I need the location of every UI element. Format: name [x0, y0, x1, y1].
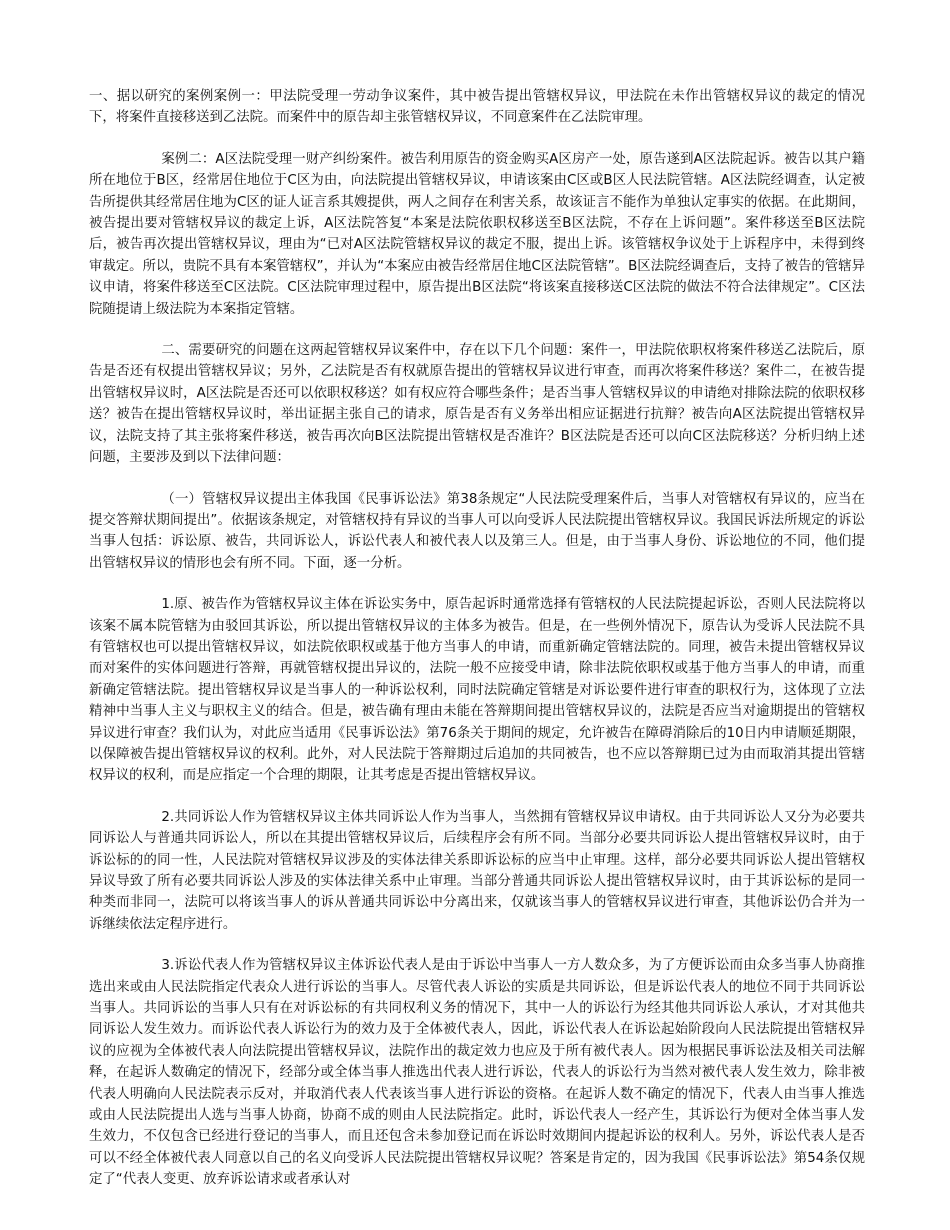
document-page	[89, 86, 865, 1211]
paragraph-plaintiff-defendant: 1.原、被告作为管辖权异议主体在诉讼实务中，原告起诉时通常选择有管辖权的人民法院提起诉讼，否则人民法院将以该案不属本院管辖为由驳回其诉讼，所以提出管辖权异议的主体多为被告。但是，在一些例外情况下，原告认为受诉人民法院不具有管辖权也可以提出管辖权异议，如法院依职权或基于他方当事人的申请，而重新确定管辖法院的。同理，被告未提出管辖权异议而对案件的实体问题进行答辩，再就管辖权提出异议的，法院一般不应接受申请，除非法院依职权或基于他方当事人的申请，而重新确定管辖法院。提出管辖权异议是当事人的一种诉讼权利，同时法院确定管辖是对诉讼要件进行审查的职权行为，这体现了立法精神中当事人主义与职权主义的结合。但是，被告确有理由未能在答辩期间提出管辖权异议的，法院是否应当对逾期提出的管辖权异议进行审查？我们认为，对此应当适用《民事诉讼法》第76条关于期间的规定，允许被告在障碍消除后的10日内申请顺延期限，以保障被告提出管辖权异议的权利。此外，对人民法院于答辩期过后追加的共同被告，也不应以答辩期已过为由而取消其提出管辖权异议的权利，而是应指定一个合理的期限，让其考虑是否提出管辖权异议。	[89, 597, 865, 784]
paragraph-co-litigants: 2.共同诉讼人作为管辖权异议主体共同诉讼人作为当事人，当然拥有管辖权异议申请权。由于共同诉讼人又分为必要共同诉讼人与普通共同诉讼人，所以在其提出管辖权异议后，后续程序会有所不同。当部分必要共同诉讼人提出管辖权异议时，由于诉讼标的的同一性，人民法院对管辖权异议涉及的实体法律关系即诉讼标的应当中止审理。这样，部分必要共同诉讼人提出管辖权异议导致了所有必要共同诉讼人涉及的实体法律关系中止审理。当部分普通共同诉讼人提出管辖权异议时，由于其诉讼标的是同一种类而非同一，法院可以将该当事人的诉从普通共同诉讼中分离出来，仅就该当事人的管辖权异议进行审查，其他诉讼仍合并为一诉继续依法定程序进行。	[89, 809, 865, 932]
paragraph-litigation-representative: 3.诉讼代表人作为管辖权异议主体诉讼代表人是由于诉讼中当事人一方人数众多，为了方便诉讼而由众多当事人协商推选出来或由人民法院指定代表众人进行诉讼的当事人。尽管代表人诉讼的实质是共同诉讼，但是诉讼代表人的地位不同于共同诉讼当事人。共同诉讼的当事人只有在对诉讼标的有共同权利义务的情况下，其中一人的诉讼行为经其他共同诉讼人承认，才对其他共同诉讼人发生效力。而诉讼代表人诉讼行为的效力及于全体被代表人，因此，诉讼代表人在诉讼起始阶段向人民法院提出管辖权异议的应视为全体被代表人向法院提出管辖权异议，法院作出的裁定效力也应及于所有被代表人。因为根据民事诉讼法及相关司法解释，在起诉人数确定的情况下，经部分或全体当事人推选出代表人进行诉讼，代表人的诉讼行为当然对被代表人发生效力，除非被代表人明确向人民法院表示反对，并取消代表人代表该当事人进行诉讼的资格。在起诉人数不确定的情况下，代表人由当事人推选或由人民法院提出人选与当事人协商，协商不成的则由人民法院指定。此时，诉讼代表人一经产生，其诉讼行为便对全体当事人发生效力，不仅包含已经进行登记的当事人，而且还包含未参加登记而在诉讼时效期间内提起诉讼的权利人。另外，诉讼代表人是否可以不经全体被代表人同意以自己的名义向受诉人民法院提出管辖权异议呢？答案是肯定的，因为我国《民事诉讼法》第54条仅规定了“代表人变更、放弃诉讼请求或者承认对	[89, 958, 865, 1188]
paragraph-case-two: 案例二：A区法院受理一财产纠纷案件。被告利用原告的资金购买A区房产一处，原告遂到A区法院起诉。被告以其户籍所在地位于B区，经常居住地位于C区为由，向法院提出管辖权异议，申请该案由C区或B区人民法院管辖。A区法院经调查，认定被告所提供其经常居住地为C区的证人证言系其嫂提供，两人之间存在利害关系，故该证言不能作为单独认定事实的依据。在此期间，被告提出要对管辖权异议的裁定上诉，A区法院答复“本案是法院依职权移送至B区法院，不存在上诉问题”。案件移送至B区法院后，被告再次提出管辖权异议，理由为“已对A区法院管辖权异议的裁定不服，提出上诉。该管辖权争议处于上诉程序中，未得到终审裁定。所以，贵院不具有本案管辖权”，并认为“本案应由被告经常居住地C区法院管辖”。B区法院经调查后，支持了被告的管辖异议申请，将案件移送至C区法院。C区法院审理过程中，原告提出B区法院“将该案直接移送C区法院的做法不符合法律规定”。C区法院随提请上级法院为本案指定管辖。	[89, 151, 865, 317]
paragraph-objection-subject: （一）管辖权异议提出主体我国《民事诉讼法》第38条规定“人民法院受理案件后，当事人对管辖权有异议的，应当在提交答辩状期间提出”。依据该条规定，对管辖权持有异议的当事人可以向受诉人民法院提出管辖权异议。我国民诉法所规定的诉讼当事人包括：诉讼原、被告，共同诉讼人，诉讼代表人和被代表人以及第三人。但是，由于当事人身份、诉讼地位的不同，他们提出管辖权异议的情形也会有所不同。下面，逐一分析。	[89, 491, 865, 571]
paragraph-case-one: 一、据以研究的案例案例一：甲法院受理一劳动争议案件，其中被告提出管辖权异议，甲法院在未作出管辖权异议的裁定的情况下，将案件直接移送到乙法院。而案件中的原告却主张管辖权异议，不同意案件在乙法院审理。	[89, 89, 865, 126]
paragraph-research-questions: 二、需要研究的问题在这两起管辖权异议案件中，存在以下几个问题：案件一，甲法院依职权将案件移送乙法院后，原告是否还有权提出管辖权异议；另外，乙法院是否有权就原告提出的管辖权异议进行审查，而再次将案件移送？案件二，在被告提出管辖权异议时，A区法院是否还可以依职权移送？如有权应符合哪些条件；是否当事人管辖权异议的申请绝对排除法院的依职权移送？被告在提出管辖权异议时，举出证据主张自己的请求，原告是否有义务举出相应证据进行抗辩？被告向A区法院提出管辖权异议，法院支持了其主张将案件移送，被告再次向B区法院提出管辖权是否准许？B区法院是否还可以向C区法院移送？分析归纳上述问题，主要涉及到以下法律问题：	[89, 343, 865, 466]
